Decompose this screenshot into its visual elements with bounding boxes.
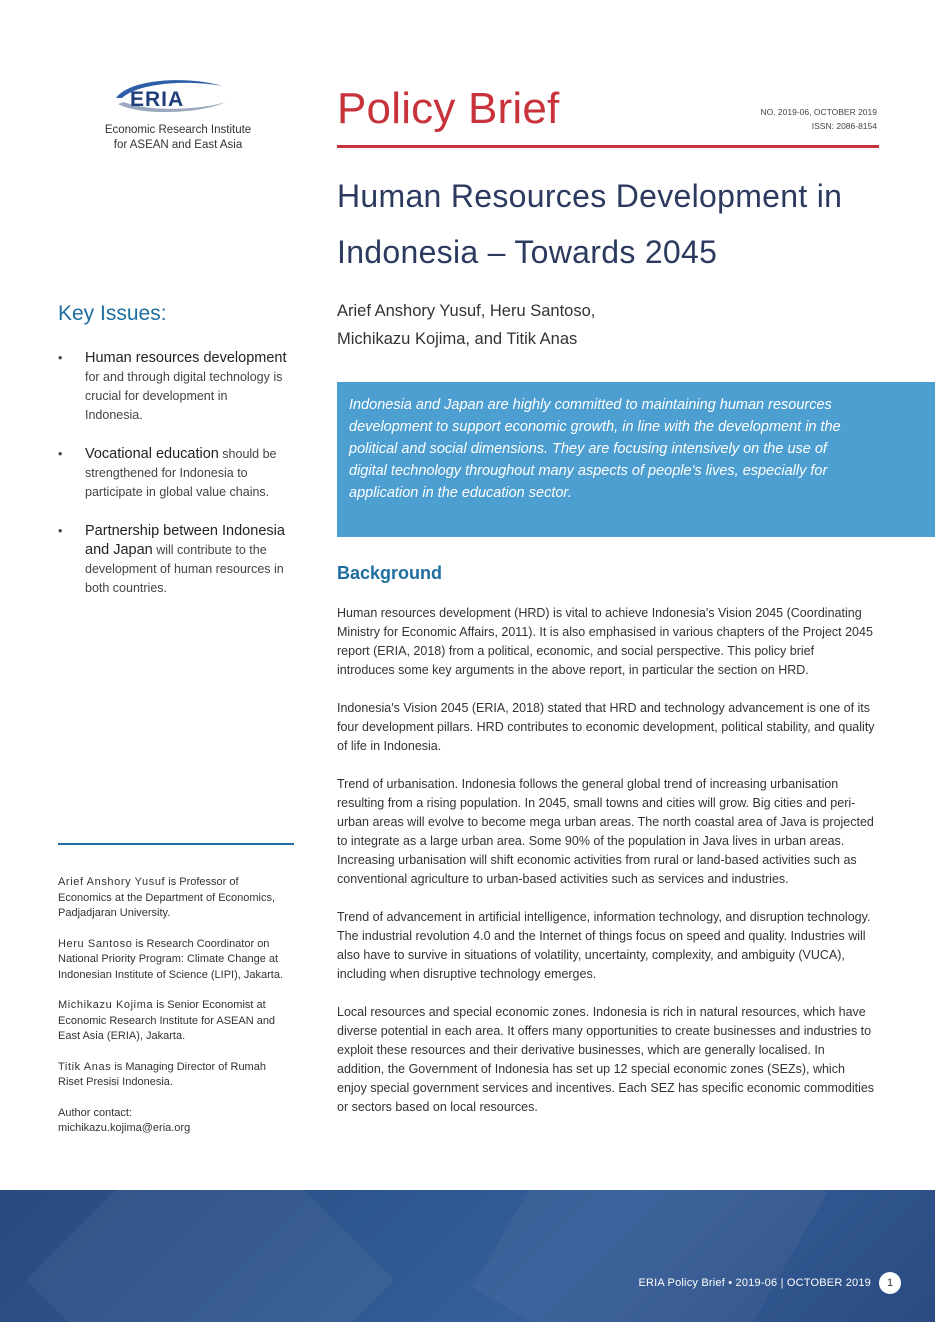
key-issue-lead: Human resources development [85,350,287,366]
bio-text: is Senior Economist at Economic Research Institute for ASEAN and East Asia (ERIA), Jakarta. [58,999,276,1042]
footer-decoration [472,1190,827,1322]
paragraph: Local resources and special economic zones. Indonesia is rich in natural resources, which have diverse potential in each area. It offers many opportunities to create businesses and industries to exploit these resources and their derivative businesses, which are generally localised. In addition, the Government of Indonesia has set up 12 special economic zones (SEZs), which enjoy special government services and incentives. Each SEZ has specific economic commodities or sectors based on local resources. [337,1005,875,1114]
summary-box [337,382,935,537]
list-item [58,349,288,425]
bio-text: is Professor of Economics at the Department of Economics, Padjadjaran University. [58,876,276,919]
author-bios [58,875,294,1152]
authors-line-1: Arief Anshory Yusuf, Heru Santoso, [337,302,596,320]
author-bio [58,998,294,1045]
page-number: 1 [879,1272,901,1294]
issn: ISSN: 2086-8154 [811,121,877,131]
policy-brief-title: Policy Brief [337,84,560,133]
contact-email-link[interactable]: michikazu.kojima@eria.org [58,1122,191,1134]
list-item [58,522,288,598]
key-issue-lead: Vocational education [85,446,219,462]
document-title [337,168,897,280]
issue-meta [760,105,877,133]
contact-label: Author contact: [58,1106,132,1119]
author-contact [58,1106,294,1137]
footer-banner [0,1190,935,1322]
authors-line-2: Michikazu Kojima, and Titik Anas [337,330,578,348]
paragraph: Human resources development (HRD) is vital to achieve Indonesia's Vision 2045 (Coordinating Ministry for Economic Affairs, 2011). It is also emphasised in various chapters of the Project 2045 report (ERIA, 2018) from a political, economic, and social perspective. This policy brief introduces some key arguments in the above report, in particular the section on HRD. [337,606,873,677]
key-issues-title: Key Issues: [58,302,167,325]
bio-text: is Research Coordinator on National Priority Program: Climate Change at Indonesian Institute of Science (LIPI), Jakarta. [58,937,284,981]
bio-text: is Managing Director of Rumah Riset Presisi Indonesia. [58,1060,266,1088]
title-line-2: Indonesia – Towards 2045 [337,234,718,270]
bio-name: Michikazu Kojima [58,999,154,1011]
paragraph: Indonesia's Vision 2045 (ERIA, 2018) stated that HRD and technology advancement is one of its four development pillars. HRD contributes to economic development, political stability, and quality of life in Indonesia. [337,701,875,753]
paragraph: Trend of advancement in artificial intelligence, information technology, and disruption technology. The industrial revolution 4.0 and the Internet of things focus on speed and quality. Industries will also have to survive in situations of volatility, uncertainty, complexity, and ambiguity (VUCA), including when disruptive technology emerges. [337,910,871,981]
bullet-icon: • [58,447,63,461]
bio-name: Heru Santoso [58,937,133,950]
issue-number: NO. 2019-06, OCTOBER 2019 [760,107,877,117]
footer-decoration [26,1190,394,1322]
summary-text: Indonesia and Japan are highly committed to maintaining human resources development to support economic growth, in line with the development in the political and social dimensions. They are focusing intensively on the use of digital technology throughout many aspects of people's lives, especially for application in the education sector. [349,397,841,501]
authors [337,297,757,353]
list-item [58,445,288,502]
eria-logo-icon [110,76,230,116]
key-issue-text: will contribute to the development of human resources in both countries. [85,543,284,595]
sidebar-divider [58,843,294,845]
bio-name: Arief Anshory Yusuf [58,876,166,888]
bio-name: Titik Anas [58,1060,112,1073]
eria-logo [110,76,230,116]
paragraph: Trend of urbanisation. Indonesia follows the general global trend of increasing urbanisation resulting from a rising population. In 2045, small towns and cities will grow. Big cities and peri-urban areas will evolve to become mega urban areas. The north coastal area of Java is projected to integrate as a large urban area. Some 90% of the population in Java lives in urban areas. Increasing urbanisation will shift economic activities from rural or land-based activities such as conventional agriculture to urban-based activities such as services and industries. [337,777,874,886]
key-issues-list [58,349,288,618]
key-issue-lead: Partnership between Indonesia and Japan [85,523,285,558]
author-bio [58,1060,294,1091]
institute-line-2: for ASEAN and East Asia [113,139,243,151]
key-issue-text: should be strengthened for Indonesia to participate in global value chains. [85,447,277,499]
bullet-icon: • [58,351,63,365]
header-divider [337,145,879,148]
author-bio [58,875,294,922]
author-bio [58,937,294,984]
title-line-1: Human Resources Development in [337,178,843,214]
footer-text: ERIA Policy Brief • 2019-06 | OCTOBER 2019 [638,1277,871,1289]
background-body [337,604,875,1136]
svg-text:ERIA: ERIA [130,88,185,111]
background-heading: Background [337,563,443,583]
institute-line-1: Economic Research Institute [104,124,252,136]
bullet-icon: • [58,524,63,538]
institute-name [58,123,298,153]
key-issue-text: for and through digital technology is crucial for development in Indonesia. [85,370,283,422]
